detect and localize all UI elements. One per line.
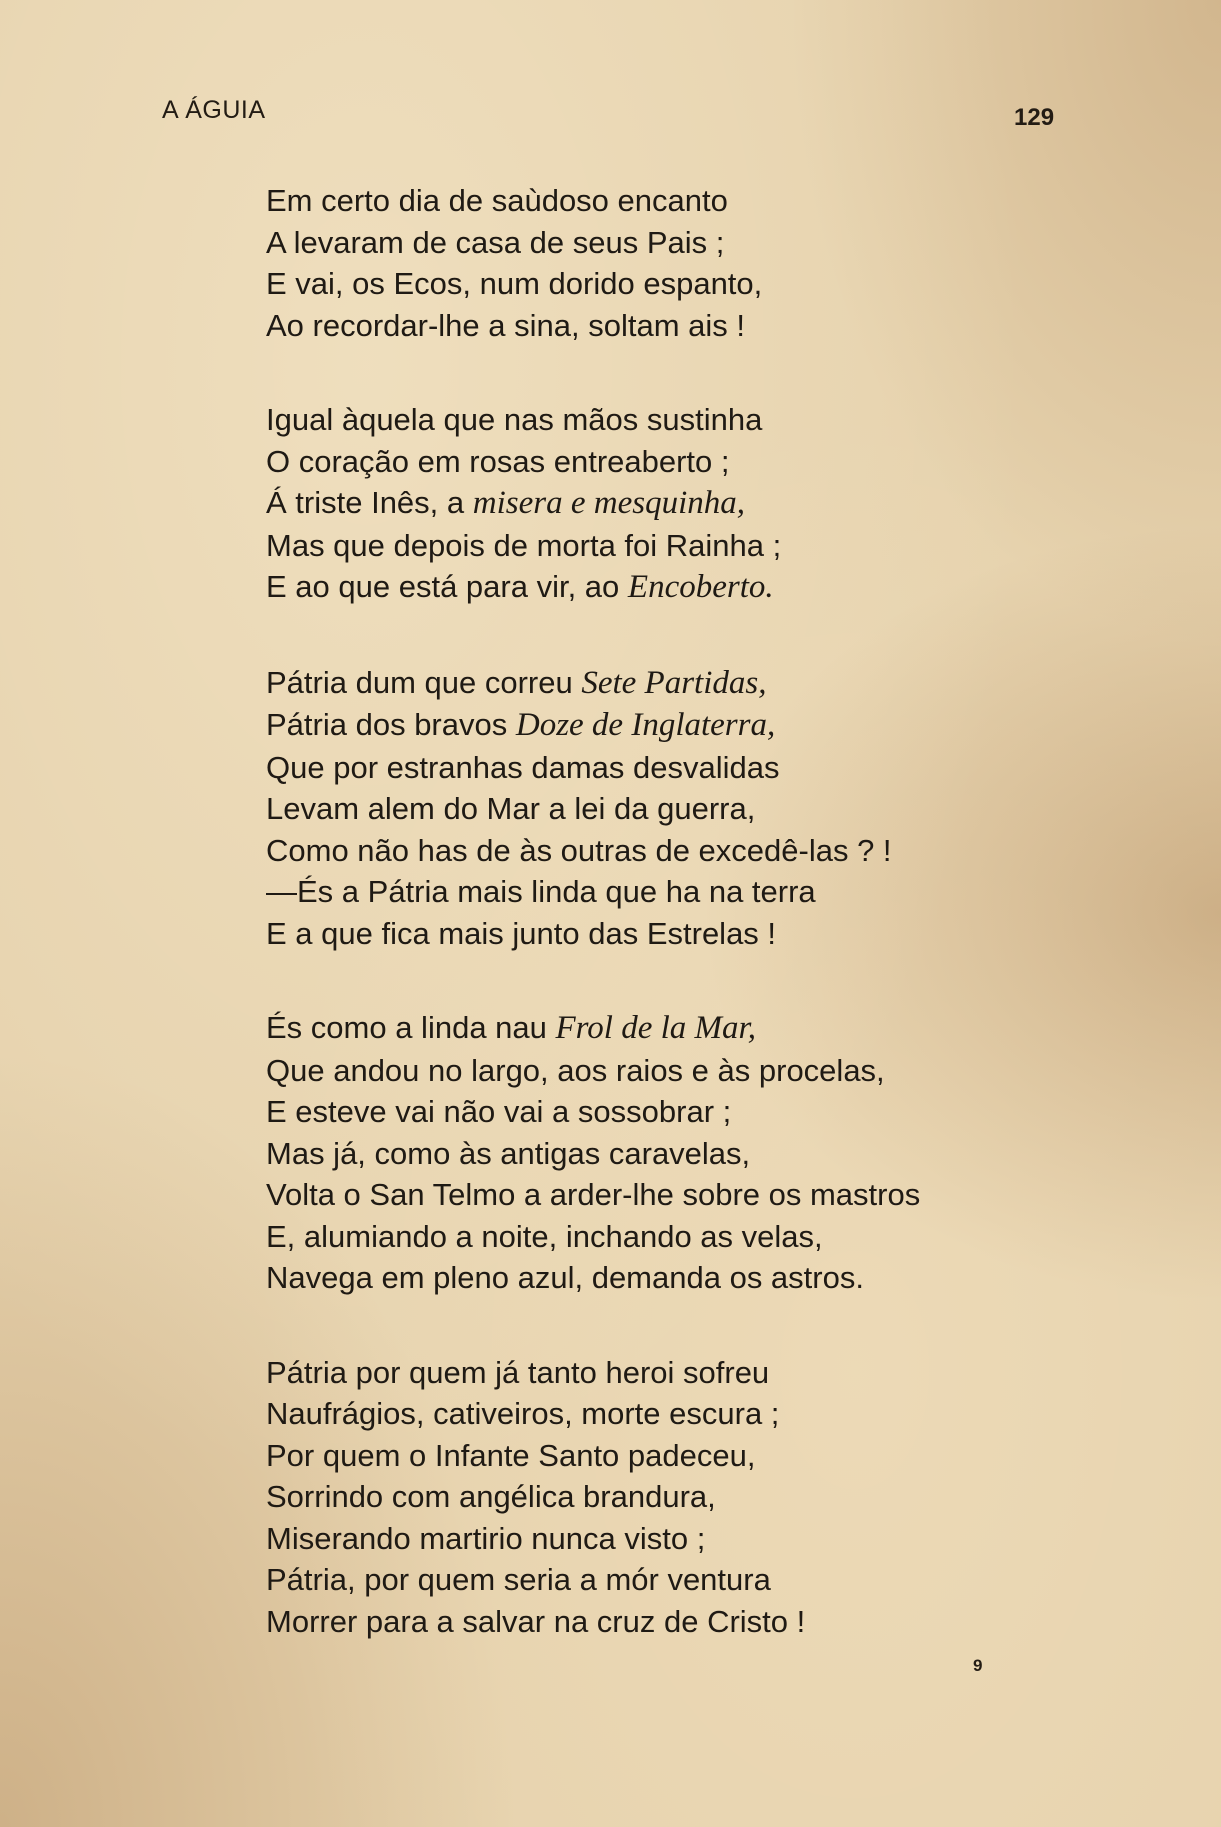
verse-line <box>266 747 1086 789</box>
running-title: A ÁGUIA <box>162 96 266 124</box>
verse-text: Que por estranhas damas desvalidas <box>266 749 780 785</box>
stanza <box>266 399 1086 609</box>
verse-text: Levam alem do Mar a lei da guerra, <box>266 791 756 826</box>
italic-phrase: Encoberto. <box>627 569 774 605</box>
verse-text: Pátria dum que correu <box>266 664 582 700</box>
verse-text: Pátria por quem já tanto heroi sofreu <box>266 1354 770 1390</box>
verse-line <box>266 1393 1086 1435</box>
verse-line <box>266 1559 1086 1601</box>
poem-body <box>266 180 1086 1642</box>
verse-text: Igual àquela que nas mãos sustinha <box>266 402 763 437</box>
verse-text: Que andou no largo, aos raios e às procelas, <box>266 1052 885 1088</box>
verse-line <box>266 1352 1086 1394</box>
verse-line <box>266 913 1086 955</box>
verse-text: Pátria dos bravos <box>266 707 516 742</box>
verse-line <box>266 1216 1086 1258</box>
verse-line <box>266 1133 1086 1175</box>
verse-text: Navega em pleno azul, demanda os astros. <box>266 1260 864 1295</box>
verse-text: Ao recordar-lhe a sina, soltam ais ! <box>266 307 745 343</box>
verse-line <box>266 566 1086 609</box>
verse-line <box>266 830 1086 872</box>
verse-line <box>266 1091 1086 1133</box>
stanza <box>266 1007 1086 1299</box>
verse-text: O coração em rosas entreaberto ; <box>266 443 730 479</box>
verse-text: És como a linda nau <box>266 1010 556 1045</box>
verse-line <box>266 704 1086 747</box>
verse-text: Naufrágios, cativeiros, morte escura ; <box>266 1396 780 1431</box>
verse-line <box>266 1007 1086 1050</box>
verse-text: Pátria, por quem seria a mór ventura <box>266 1562 771 1597</box>
verse-text: —És a Pátria mais linda que ha na terra <box>266 874 816 909</box>
page-number: 129 <box>1014 104 1055 131</box>
stanza <box>266 662 1086 955</box>
italic-phrase: Doze de Inglaterra, <box>515 707 776 743</box>
verse-line <box>266 1050 1086 1092</box>
verse-text: A levaram de casa de seus Pais ; <box>266 224 725 260</box>
verse-text: Miserando martirio nunca visto ; <box>266 1520 706 1556</box>
verse-text: Como não has de às outras de excedê-las ? ! <box>266 832 892 868</box>
stanza <box>266 180 1086 346</box>
verse-line <box>266 1257 1086 1299</box>
verse-line <box>266 180 1086 222</box>
verse-line <box>266 662 1086 705</box>
verse-line <box>266 1476 1086 1518</box>
verse-line <box>266 788 1086 830</box>
verse-text: E vai, os Ecos, num dorido espanto, <box>266 266 763 301</box>
verse-line <box>266 222 1086 264</box>
verse-line <box>266 399 1086 441</box>
verse-text: E a que fica mais junto das Estrelas ! <box>266 915 777 951</box>
verse-line <box>266 525 1086 567</box>
verse-text: Morrer para a salvar na cruz de Cristo ! <box>266 1603 806 1639</box>
verse-text: Por quem o Infante Santo padeceu, <box>266 1437 756 1473</box>
stanza <box>266 1352 1086 1643</box>
verse-text: Mas já, como às antigas caravelas, <box>266 1135 751 1171</box>
verse-line <box>266 482 1086 525</box>
verse-line <box>266 1518 1086 1560</box>
verse-text: E ao que está para vir, ao <box>266 569 628 604</box>
italic-phrase: Sete Partidas, <box>581 664 767 701</box>
verse-text: Mas que depois de morta foi Rainha ; <box>266 527 782 563</box>
verse-line <box>266 1601 1086 1643</box>
verse-text: Á triste Inês, a <box>266 485 473 520</box>
verse-line <box>266 263 1086 305</box>
verse-text: Em certo dia de saùdoso encanto <box>266 183 728 218</box>
verse-line <box>266 305 1086 347</box>
verse-line <box>266 1174 1086 1216</box>
verse-line <box>266 871 1086 913</box>
verse-line <box>266 441 1086 483</box>
verse-text: E, alumiando a noite, inchando as velas, <box>266 1218 823 1254</box>
italic-phrase: misera e mesquinha, <box>472 485 745 521</box>
verse-text: E esteve vai não vai a sossobrar ; <box>266 1094 732 1129</box>
verse-text: Volta o San Telmo a arder-lhe sobre os mastros <box>266 1177 921 1212</box>
italic-phrase: Frol de la Mar, <box>555 1010 756 1046</box>
signature-mark: 9 <box>973 1656 983 1675</box>
verse-line <box>266 1435 1086 1477</box>
verse-text: Sorrindo com angélica brandura, <box>266 1479 716 1514</box>
